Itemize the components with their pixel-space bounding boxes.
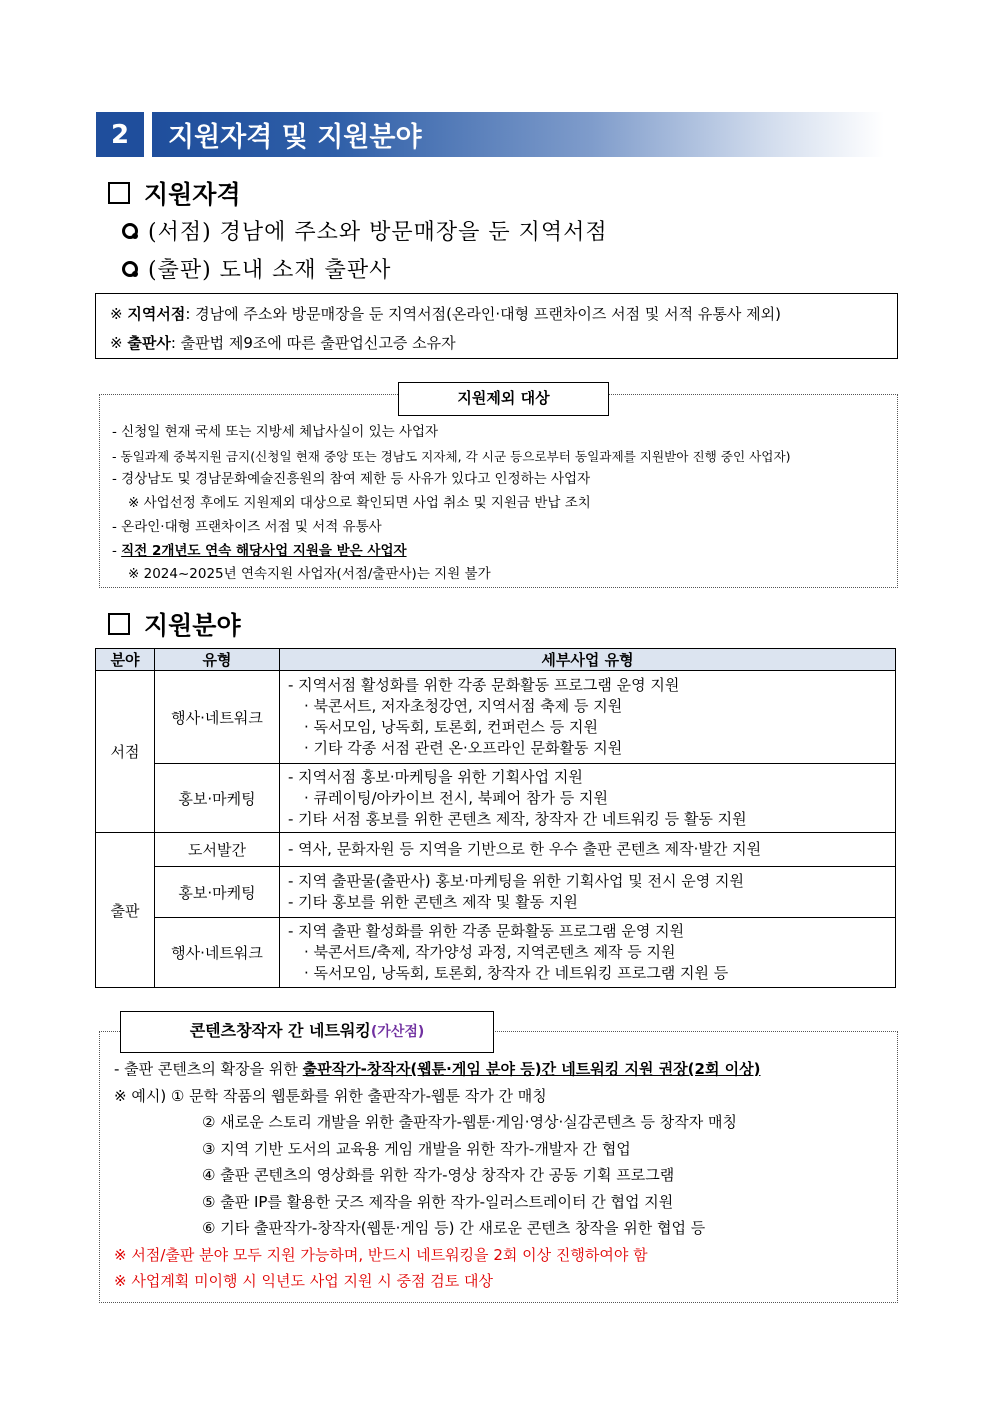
bullet-circle-icon <box>122 223 138 239</box>
detail-cell: - 지역 출판 활성화를 위한 각종 문화활동 프로그램 운영 지원 · 북콘서트/축제, 작가양성 과정, 지역콘텐츠 제작 등 지원 · 독서모임, 낭독회, 토론회, 창작자 간 네트워킹 프로그램 지원 등 <box>280 918 896 988</box>
exclusion-item: - 신청일 현재 국세 또는 지방세 체납사실이 있는 사업자 <box>112 424 439 440</box>
eligibility-item-text: (출판) 도내 소재 출판사 <box>148 258 392 283</box>
example-item: ⑤ 출판 IP를 활용한 굿즈 제작을 위한 작가-일러스트레이터 간 협업 지원 <box>202 1192 674 1211</box>
networking-list <box>114 1056 761 1295</box>
detail-cell: - 역사, 문화자원 등 지역을 기반으로 한 우수 출판 콘텐츠 제작·발간 지원 <box>280 833 896 867</box>
bullet-circle-icon <box>122 261 138 277</box>
table-header: 분야 <box>96 649 155 671</box>
eligibility-item <box>122 253 391 284</box>
detail-cell: - 지역서점 홍보·마케팅을 위한 기획사업 지원 · 큐레이팅/아카이브 전시, 북페어 참가 등 지원 - 기타 서점 홍보를 위한 콘텐츠 제작, 창작자 간 네트워킹 등 활동 지원 <box>280 764 896 833</box>
category-cell: 출판 <box>96 833 155 988</box>
exclusion-item: - 온라인·대형 프랜차이즈 서점 및 서적 유통사 <box>112 518 382 535</box>
section-title: 지원자격 및 지원분야 <box>152 112 884 157</box>
fields-table <box>95 648 896 988</box>
type-cell: 홍보·마케팅 <box>155 867 280 918</box>
detail-cell: - 지역서점 활성화를 위한 각종 문화활동 프로그램 운영 지원 · 북콘서트, 저자초청강연, 지역서점 축제 등 지원 · 독서모임, 낭독회, 토론회, 컨퍼런스 등 지원 · 기타 각종 서점 관련 온·오프라인 문화활동 지원 <box>280 671 896 764</box>
table-header: 유형 <box>155 649 280 671</box>
exclusion-item: ※ 사업선정 후에도 지원제외 대상으로 확인되면 사업 취소 및 지원금 반납 조치 <box>128 495 591 512</box>
example-item: ③ 지역 기반 도서의 교육용 게임 개발을 위한 작가-개발자 간 협업 <box>202 1139 631 1158</box>
table-row <box>96 671 896 764</box>
note-term: 지역서점 <box>127 305 186 323</box>
eligibility-item-text: (서점) 경남에 주소와 방문매장을 둔 지역서점 <box>148 220 608 245</box>
eligibility-heading-text: 지원자격 <box>144 180 241 209</box>
example-item: ※ 예시) ① 문학 작품의 웹툰화를 위한 출판작가-웹툰 작가 간 매칭 <box>114 1086 547 1105</box>
type-cell: 도서발간 <box>155 833 280 867</box>
networking-title: 콘텐츠창작자 간 네트워킹(가산점) <box>120 1011 494 1053</box>
type-cell: 행사·네트워크 <box>155 918 280 988</box>
table-row <box>96 764 896 833</box>
table-row <box>96 833 896 867</box>
category-cell: 서점 <box>96 671 155 833</box>
note-line: ※ 출판사: 출판법 제9조에 따른 출판업신고증 소유자 <box>110 334 456 352</box>
eligibility-item <box>122 215 608 246</box>
eligibility-heading <box>108 175 241 211</box>
fields-heading-text: 지원분야 <box>144 611 241 640</box>
type-cell: 홍보·마케팅 <box>155 764 280 833</box>
table-header-row <box>96 649 896 671</box>
networking-intro: - 출판 콘텐츠의 확장을 위한 출판작가-창작자(웹툰·게임 분야 등)간 네트워킹 지원 권장(2회 이상) <box>114 1060 761 1078</box>
table-row <box>96 918 896 988</box>
warning-note: ※ 서점/출판 분야 모두 지원 가능하며, 반드시 네트워킹을 2회 이상 진행하여야 함 <box>114 1245 648 1264</box>
type-cell: 행사·네트워크 <box>155 671 280 764</box>
exclusion-list <box>112 421 791 587</box>
note-line: ※ 지역서점: 경남에 주소와 방문매장을 둔 지역서점(온라인·대형 프랜차이즈 서점 및 서적 유통사 제외) <box>110 305 781 323</box>
note-term: 출판사 <box>127 334 171 352</box>
checkbox-icon <box>108 182 130 204</box>
detail-cell: - 지역 출판물(출판사) 홍보·마케팅을 위한 기획사업 및 전시 운영 지원 - 기타 홍보를 위한 콘텐츠 제작 및 활동 지원 <box>280 867 896 918</box>
checkbox-icon <box>108 613 130 635</box>
bonus-label: (가산점) <box>370 1024 425 1040</box>
exclusion-item: - 경상남도 및 경남문화예술진흥원의 참여 제한 등 사유가 있다고 인정하는 사업자 <box>112 471 591 488</box>
example-item: ② 새로운 스토리 개발을 위한 출판작가-웹툰·게임·영상·실감콘텐츠 등 창작자 매칭 <box>202 1113 737 1131</box>
fields-heading <box>108 606 241 642</box>
exclusion-item: - 동일과제 중복지원 금지(신청일 현재 중앙 또는 경남도 지자체, 각 시군 등으로부터 동일과제를 지원받아 진행 중인 사업자) <box>112 448 791 464</box>
exclusion-item: ※ 2024~2025년 연속지원 사업자(서점/출판사)는 지원 불가 <box>128 566 491 583</box>
example-item: ④ 출판 콘텐츠의 영상화를 위한 작가-영상 창작자 간 공동 기획 프로그램 <box>202 1166 675 1184</box>
table-row <box>96 867 896 918</box>
eligibility-notes-box <box>95 293 898 359</box>
table-header: 세부사업 유형 <box>280 649 896 671</box>
example-item: ⑥ 기타 출판작가-창작자(웹툰·게임 등) 간 새로운 콘텐츠 창작을 위한 협업 등 <box>202 1219 706 1237</box>
warning-note: ※ 사업계획 미이행 시 익년도 사업 지원 시 중점 검토 대상 <box>114 1272 494 1290</box>
section-number: 2 <box>96 112 144 157</box>
exclusion-title: 지원제외 대상 <box>398 382 609 416</box>
exclusion-item: - 직전 2개년도 연속 해당사업 지원을 받은 사업자 <box>112 542 407 559</box>
